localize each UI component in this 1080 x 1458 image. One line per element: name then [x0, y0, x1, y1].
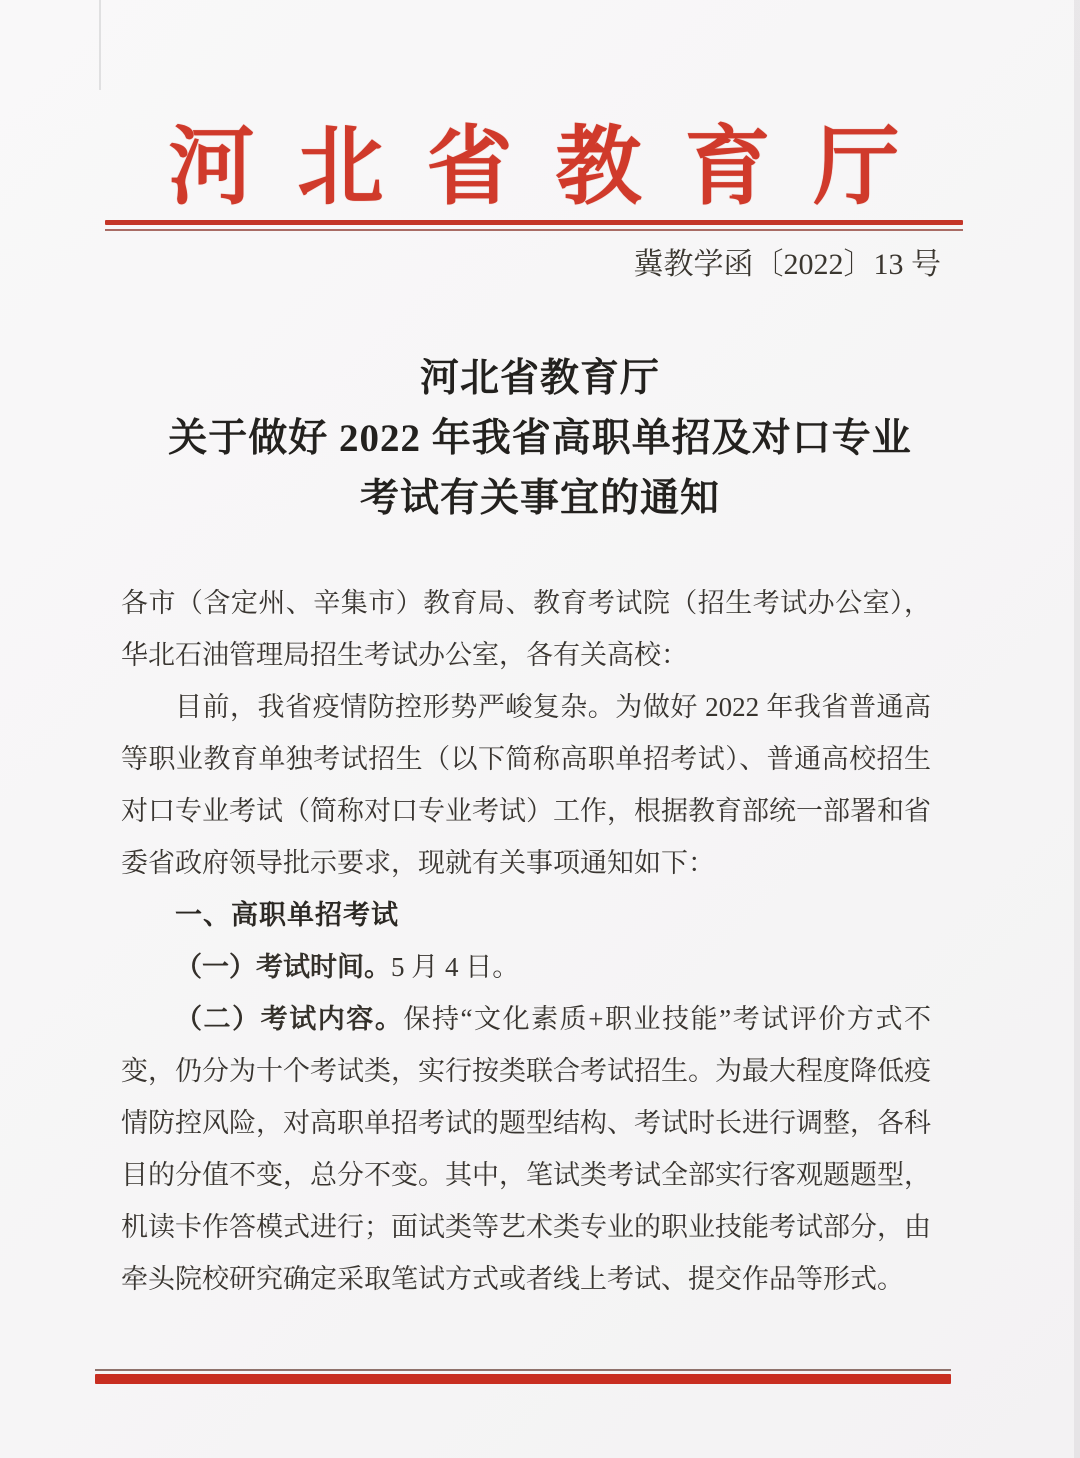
document-body: [121, 577, 931, 1305]
title-line-2: 关于做好 2022 年我省高职单招及对口专业: [168, 417, 912, 460]
divider-thick-line: [105, 220, 963, 225]
footer-divider: [95, 1369, 951, 1384]
letterhead: [105, 119, 963, 283]
item-exam-time: [121, 941, 931, 993]
section-heading: 一、高职单招考试: [175, 900, 399, 930]
item-exam-content-text: 保持“文化素质+职业技能”考试评价方式不变，仍分为十个考试类，实行按类联合考试招生。为最大程度降低疫情防控风险，对高职单招考试的题型结构、考试时长进行调整，各科目的分值不变，总分不变。其中，笔试类考试全部实行客观题题型，机读卡作答模式进行；面试类等艺术类专业的职业技能考试部分，由牵头院校研究确定采取笔试方式或者线上考试、提交作品等形式。: [121, 1004, 931, 1294]
title-line-3: 考试有关事宜的通知: [359, 477, 720, 520]
divider-thin-line: [105, 229, 963, 231]
letterhead-divider: [105, 220, 963, 231]
item-exam-content-lead: （二）考试内容。: [175, 1004, 404, 1034]
item-exam-time-text: 5 月 4 日。: [391, 952, 520, 982]
scan-artifact-right: [1074, 0, 1080, 1458]
item-exam-time-lead: （一）考试时间。: [175, 952, 391, 982]
salutation: 各市（含定州、辛集市）教育局、教育考试院（招生考试办公室），华北石油管理局招生考试办公室，各有关高校：: [121, 588, 931, 670]
footer-thin-line: [95, 1369, 951, 1371]
item-exam-content: [121, 993, 931, 1305]
document-title: [0, 349, 1080, 529]
title-line-1: 河北省教育厅: [419, 357, 660, 400]
scan-artifact-left: [99, 0, 101, 90]
footer-thick-line: [95, 1374, 951, 1384]
doc-number: 冀教学函〔2022〕13 号: [633, 248, 941, 281]
agency-name: 河北省教育厅: [168, 119, 943, 215]
intro-paragraph: 目前，我省疫情防控形势严峻复杂。为做好 2022 年我省普通高等职业教育单独考试招生（以下简称高职单招考试）、普通高校招生对口专业考试（简称对口专业考试）工作，根据教育部统一部署和省委省政府领导批示要求，现就有关事项通知如下：: [121, 692, 931, 878]
